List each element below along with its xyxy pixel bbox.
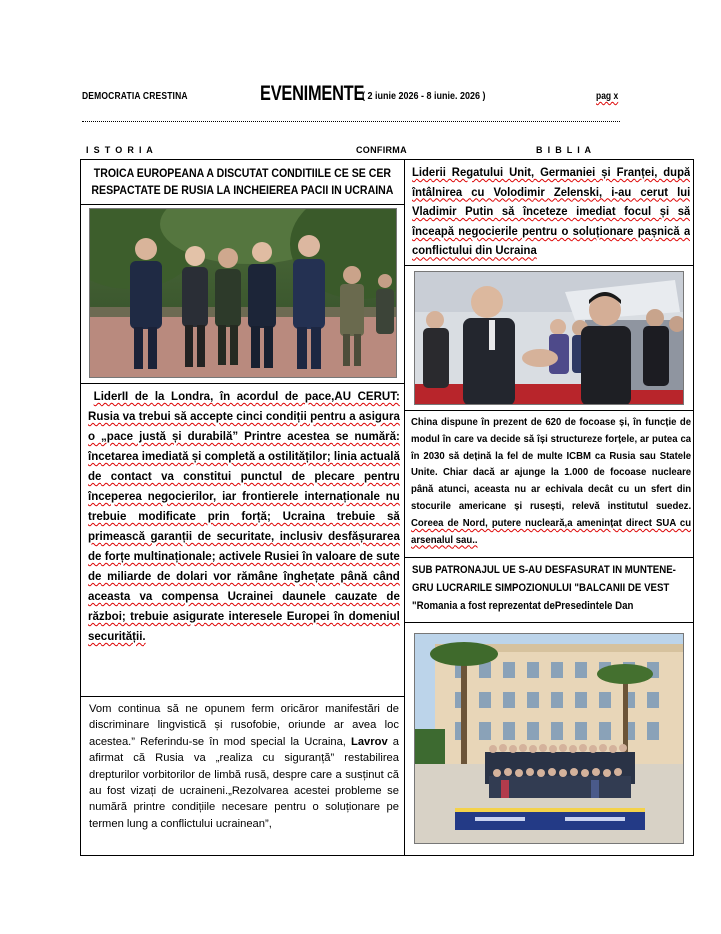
symposium-line-2: GRU LUCRARILE SIMPOZIONULUI "BALCANII DE VEST xyxy=(412,582,670,594)
page-title: EVENIMENTE xyxy=(260,82,365,105)
photo-handshake xyxy=(414,271,684,405)
nuclear-warheads-text: China dispune în prezent de 620 de focoase și, în funcție de modul în care va decide să își structureze forțele, ar putea ca în 2030 să dețină la fel de multe ICBM ca Rusia sau Statele Unite. Chiar dacă ar ajunge la 1.000 de focoase nucleare până atunci, aceasta nu ar echivala decât cu un sfert din stocurile americane și rusești, relevă institutul suedez. Coreea de Nord, putere nucleară,a amenințat direct SUA cu arsenalul sau.. xyxy=(411,417,691,546)
handshake-photo-illustration xyxy=(415,272,684,405)
symposium-line-3: "Romania a fost reprezentat dePresedintele Dan xyxy=(412,600,634,612)
section-label-center: CONFIRMA xyxy=(356,145,407,155)
section-label-left: I S T O R I A xyxy=(86,145,155,155)
north-korea-note: Coreea de Nord, putere nucleară,a amenințat direct SUA cu arsenalul sau.. xyxy=(411,517,691,546)
summit-photo-illustration xyxy=(415,634,684,844)
row-divider xyxy=(404,622,694,623)
row-divider xyxy=(80,204,405,205)
article-lavrov-cell xyxy=(89,701,399,854)
row-divider xyxy=(80,696,405,697)
header-divider xyxy=(82,121,620,122)
leaders-demand-text: Liderii Regatului Unit, Germaniei și Franței, după întâlnirea cu Volodimir Zelenski, i-au cerut lui Vladimir Putin să înceteze imediat focul și să înceapă negocierile pentru o soluționare pașnică a conflictului din Ucraina xyxy=(412,165,690,258)
symposium-line-1: SUB PATRONAJUL UE S-AU DESFASURAT IN MUNTENE- xyxy=(412,564,676,576)
headline-cell xyxy=(84,165,402,203)
row-divider xyxy=(404,557,694,558)
leaders-photo-illustration xyxy=(90,209,397,378)
page-number: pag x xyxy=(596,91,619,102)
photo-european-leaders xyxy=(89,208,397,378)
row-divider xyxy=(80,383,405,384)
lavrov-name: Lavrov xyxy=(351,735,388,748)
row-divider xyxy=(404,410,694,411)
section-label-right: B I B L I A xyxy=(536,145,593,155)
nuclear-warheads-cell xyxy=(411,415,691,555)
article-lavrov-text: Vom continua să ne opunem ferm oricăror manifestări de discriminare lingvistică și rusofobie, oriunde ar avea loc acestea.” Referindu-se în mod special la Ucraina, Lavrov a afirmat că Rusia va „realiza cu siguranță” restabilirea drepturilor vorbitorilor de limbă rusă, despre care a susținut că au fost vizați de ucraineni.„Rezolvarea acestei probleme se numără printre condițiile necesare pentru o soluționare pe termen lung a conflictului ucrainean”, xyxy=(89,703,399,830)
symposium-cell xyxy=(412,561,692,621)
column-divider xyxy=(404,159,405,856)
row-divider xyxy=(404,265,694,266)
article-headline: TROICA EUROPEANA A DISCUTAT CONDITIILE CE SE CER RESPACTATE DE RUSIA LA INCHEIEREA PACII IN UCRAINA xyxy=(91,166,394,197)
date-range: ( 2 iunie 2026 - 8 iunie. 2026 ) xyxy=(362,91,486,102)
newspaper-name: DEMOCRATIA CRESTINA xyxy=(82,91,188,102)
leaders-demand-cell xyxy=(412,163,690,263)
photo-summit-group xyxy=(414,633,684,844)
article-conditions-cell xyxy=(88,386,400,694)
article-conditions-text: LiderII de la Londra, în acordul de pace,AU CERUT: Rusia va trebui să accepte cinci condiții pentru a asigura o „pace justă și durabilă” Printre acestea se numără: încetarea imediată și completă a ostilităților; linia actuală de contact va constitui punctul de plecare pentru începerea negocierilor, iar frontierele internaționale nu trebuie modificate prin forță; Ucraina trebuie să primească garanții de securitate, inclusiv desfășurarea de forțe multinaționale; activele Rusiei în valoare de sute de miliarde de dolari vor rămâne înghețate până când aceasta va compensa Ucrainei daunele cauzate de război; trebuie asigurate interesele Europei în domeniul securității. xyxy=(88,389,400,643)
